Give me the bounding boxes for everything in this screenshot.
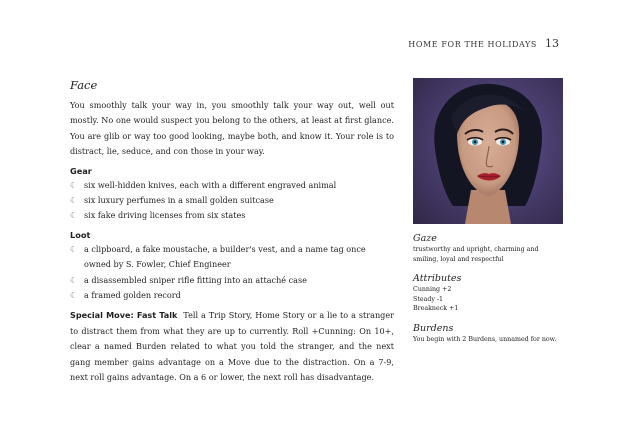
list-item-text: six well-hidden knives, each with a different engraved animal	[84, 179, 337, 190]
character-portrait	[413, 78, 563, 224]
list-item-text: six fake driving licenses from six states	[84, 210, 246, 221]
page-number: 13	[545, 37, 559, 50]
loot-list	[70, 242, 394, 304]
gear-list	[70, 178, 394, 224]
list-item	[70, 208, 394, 223]
special-move-label: Special Move: Fast Talk	[70, 310, 178, 321]
bullet-icon: ☾	[70, 291, 78, 301]
running-title: HOME FOR THE HOLIDAYS	[408, 40, 537, 49]
list-item-text: a disassembled sniper rifle fitting into an attaché case	[84, 274, 307, 285]
list-item	[70, 288, 394, 303]
special-move	[70, 308, 394, 385]
sidebar	[413, 78, 563, 344]
bullet-icon: ☾	[70, 244, 78, 254]
list-item	[70, 242, 394, 273]
list-item	[70, 193, 394, 208]
burdens-heading: Burdens	[413, 322, 454, 334]
main-column	[70, 78, 394, 386]
intro-paragraph: You smoothly talk your way in, you smoothly talk your way out, well out mostly. No one would suspect you belong to the others, at least at first glance. You are glib or way too good looking, maybe both, and know it. Your role is to distract, lie, seduce, and con those in your way.	[70, 100, 394, 157]
attribute-cunning: Cunning +2	[413, 286, 452, 293]
gaze-heading: Gaze	[413, 233, 437, 244]
gaze-text: trustworthy and upright, charming and smiling, loyal and respectful	[413, 246, 539, 263]
attributes-heading: Attributes	[413, 273, 462, 284]
loot-heading: Loot	[70, 229, 91, 240]
portrait-illustration	[413, 78, 563, 224]
list-item-text: six luxury perfumes in a small golden suitcase	[84, 195, 274, 206]
running-header	[408, 37, 559, 50]
special-move-text: Tell a Trip Story, Home Story or a lie to a stranger to distract them from what they are up to currently. Roll +Cunning: On 10+, clear a named Burden related to what you told the stranger, and the next gang member gains advantage on a Move due to the distraction. On a 7-9, next roll gains advantage. On a 6 or lower, the next roll has disadvantage.	[70, 310, 395, 383]
list-item-text: a framed golden record	[84, 290, 181, 301]
list-item	[70, 273, 394, 288]
gear-heading: Gear	[70, 165, 92, 176]
list-item-text: a clipboard, a fake moustache, a builder's vest, and a name tag once owned by S. Fowler, Chief Engineer	[84, 243, 366, 270]
bullet-icon: ☾	[70, 275, 78, 285]
section-title: Face	[70, 78, 98, 92]
bullet-icon: ☾	[70, 196, 78, 206]
attribute-breakneck: Breakneck +1	[413, 305, 459, 312]
burdens-text: You begin with 2 Burdens, unnamed for now.	[413, 335, 557, 343]
bullet-icon: ☾	[70, 211, 78, 221]
bullet-icon: ☾	[70, 180, 78, 190]
attribute-steady: Steady -1	[413, 295, 444, 303]
list-item	[70, 178, 394, 193]
